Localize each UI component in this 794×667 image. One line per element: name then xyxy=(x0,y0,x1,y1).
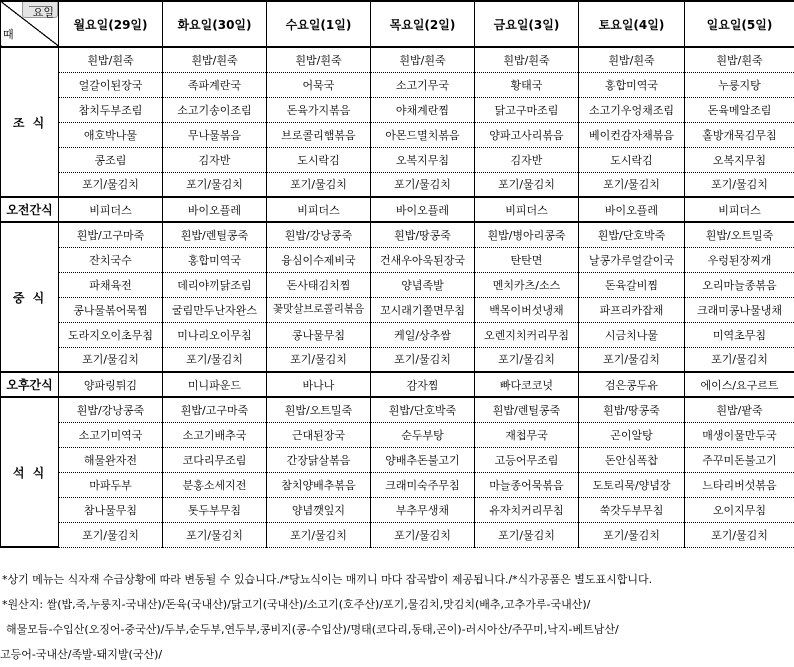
menu-item-cell: 양파고사리볶음 xyxy=(475,122,579,147)
menu-item-cell: 포기/물김치 xyxy=(371,347,475,372)
menu-item-cell: 흰밥/팥죽 xyxy=(685,397,794,422)
menu-item-cell: 흰밥/강낭콩죽 xyxy=(267,222,371,247)
menu-item-cell: 닭고구마조림 xyxy=(475,97,579,122)
day-axis-label: 요일 xyxy=(33,4,54,20)
menu-item-cell: 야채계란찜 xyxy=(371,97,475,122)
menu-item-cell: 포기/물김치 xyxy=(371,172,475,197)
menu-item-cell: 베이컨감자채볶음 xyxy=(579,122,685,147)
menu-item-cell: 근대된장국 xyxy=(267,422,371,447)
morning-snack-label: 오전간식 xyxy=(1,197,59,222)
lunch-label: 중 식 xyxy=(1,222,59,372)
menu-item-cell: 포기/물김치 xyxy=(267,347,371,372)
breakfast-row xyxy=(1,172,794,197)
lunch-row xyxy=(1,347,794,372)
menu-item-cell: 도라지오이초무침 xyxy=(59,322,163,347)
menu-item-cell: 흰밥/고구마죽 xyxy=(59,222,163,247)
day-header-sun: 일요일(5일) xyxy=(685,1,794,47)
day-header-sat: 토요일(4일) xyxy=(579,1,685,47)
snack-item-cell: 비피더스 xyxy=(475,197,579,222)
menu-item-cell: 포기/물김치 xyxy=(163,347,267,372)
morning-snack-section xyxy=(1,197,794,222)
snack-item-cell: 감자찜 xyxy=(371,372,475,397)
menu-item-cell: 포기/물김치 xyxy=(685,347,794,372)
menu-item-cell: 포기/물김치 xyxy=(59,522,163,547)
menu-item-cell: 포기/물김치 xyxy=(475,347,579,372)
menu-item-cell: 소고기미역국 xyxy=(59,422,163,447)
menu-item-cell: 흰밥/땅콩죽 xyxy=(579,397,685,422)
menu-item-cell: 흰밥/단호박죽 xyxy=(579,222,685,247)
menu-item-cell: 포기/물김치 xyxy=(685,172,794,197)
lunch-row xyxy=(1,222,794,247)
breakfast-row xyxy=(1,72,794,97)
snack-item-cell: 바이오플레 xyxy=(579,197,685,222)
menu-item-cell: 흰밥/단호박죽 xyxy=(371,397,475,422)
breakfast-label: 조 식 xyxy=(1,47,59,197)
menu-item-cell: 포기/물김치 xyxy=(475,172,579,197)
menu-item-cell: 도시락김 xyxy=(267,147,371,172)
menu-item-cell: 오이지무침 xyxy=(685,497,794,522)
menu-item-cell: 애호박나물 xyxy=(59,122,163,147)
menu-item-cell: 흰밥/렌틸콩죽 xyxy=(475,397,579,422)
meal-axis-label: 때 xyxy=(3,26,14,42)
menu-item-cell: 건새우아욱된장국 xyxy=(371,247,475,272)
menu-item-cell: 매생이물만두국 xyxy=(685,422,794,447)
menu-item-cell: 콩조림 xyxy=(59,147,163,172)
menu-item-cell: 주꾸미돈불고기 xyxy=(685,447,794,472)
menu-item-cell: 흰밥/렌틸콩죽 xyxy=(163,222,267,247)
menu-item-cell: 흰밥/강낭콩죽 xyxy=(59,397,163,422)
morning-snack-row xyxy=(1,197,794,222)
menu-item-cell: 오리마늘종볶음 xyxy=(685,272,794,297)
menu-item-cell: 오복지무침 xyxy=(685,147,794,172)
dinner-row xyxy=(1,397,794,422)
snack-item-cell: 바이오플레 xyxy=(163,197,267,222)
menu-item-cell: 미나리오이무침 xyxy=(163,322,267,347)
dinner-row xyxy=(1,472,794,497)
menu-item-cell: 도시락김 xyxy=(579,147,685,172)
menu-item-cell: 융심이수제비국 xyxy=(267,247,371,272)
snack-item-cell: 양파링튀김 xyxy=(59,372,163,397)
menu-item-cell: 오복지무침 xyxy=(371,147,475,172)
menu-item-cell: 양념족발 xyxy=(371,272,475,297)
menu-item-cell: 포기/물김치 xyxy=(267,172,371,197)
menu-item-cell: 굴림만두난자완스 xyxy=(163,297,267,322)
menu-item-cell: 흰밥/흰죽 xyxy=(475,47,579,72)
lunch-row xyxy=(1,247,794,272)
menu-item-cell: 소고기우엉채조림 xyxy=(579,97,685,122)
menu-item-cell: 흰밥/흰죽 xyxy=(371,47,475,72)
menu-item-cell: 우렁된장찌개 xyxy=(685,247,794,272)
origin-note-line-2: 해물모듬-수입산(오징어-중국산)/두부,순두부,연두부,콩비지(콩-수입산)/명태(코다리,동태,곤이)-러시아산/주꾸미,낙지-베트남산/ xyxy=(0,617,794,642)
lunch-row xyxy=(1,272,794,297)
breakfast-section xyxy=(1,47,794,197)
dinner-row xyxy=(1,422,794,447)
menu-item-cell: 꼬시래기쫄면무침 xyxy=(371,297,475,322)
menu-item-cell: 양념깻잎지 xyxy=(267,497,371,522)
menu-item-cell: 크래미숙주무침 xyxy=(371,472,475,497)
day-header-fri: 금요일(3일) xyxy=(475,1,579,47)
menu-item-cell: 포기/물김치 xyxy=(685,522,794,547)
corner-header-cell xyxy=(1,1,59,47)
dinner-row xyxy=(1,497,794,522)
menu-item-cell: 파채육전 xyxy=(59,272,163,297)
menu-item-cell: 돈사태김치찜 xyxy=(267,272,371,297)
menu-item-cell: 부추무생채 xyxy=(371,497,475,522)
snack-item-cell: 미니파운드 xyxy=(163,372,267,397)
dinner-label: 석 식 xyxy=(1,397,59,547)
menu-item-cell: 족파계란국 xyxy=(163,72,267,97)
menu-item-cell: 마파두부 xyxy=(59,472,163,497)
menu-item-cell: 케일/상추쌈 xyxy=(371,322,475,347)
menu-item-cell: 흰밥/흰죽 xyxy=(685,47,794,72)
menu-item-cell: 고등어무조림 xyxy=(475,447,579,472)
menu-item-cell: 데리야끼닭조림 xyxy=(163,272,267,297)
menu-item-cell: 해물완자전 xyxy=(59,447,163,472)
menu-item-cell: 흰밥/고구마죽 xyxy=(163,397,267,422)
menu-item-cell: 포기/물김치 xyxy=(59,172,163,197)
menu-item-cell: 소고기무국 xyxy=(371,72,475,97)
notes-section xyxy=(0,567,794,667)
menu-item-cell: 포기/물김치 xyxy=(59,347,163,372)
menu-item-cell: 코다리무조림 xyxy=(163,447,267,472)
menu-item-cell: 흰밥/흰죽 xyxy=(163,47,267,72)
dinner-row xyxy=(1,447,794,472)
menu-item-cell: 무나물볶음 xyxy=(163,122,267,147)
menu-item-cell: 아몬드멸치볶음 xyxy=(371,122,475,147)
menu-item-cell: 멘치카츠/소스 xyxy=(475,272,579,297)
menu-item-cell: 간장닭살볶음 xyxy=(267,447,371,472)
menu-item-cell: 포기/물김치 xyxy=(163,522,267,547)
menu-item-cell: 소고기배추국 xyxy=(163,422,267,447)
snack-item-cell: 검은콩두유 xyxy=(579,372,685,397)
menu-item-cell: 김자반 xyxy=(163,147,267,172)
menu-item-cell: 참나물무침 xyxy=(59,497,163,522)
day-header-thu: 목요일(2일) xyxy=(371,1,475,47)
menu-item-cell: 포기/물김치 xyxy=(579,522,685,547)
menu-item-cell: 곤이알탕 xyxy=(579,422,685,447)
menu-item-cell: 돈육가지볶음 xyxy=(267,97,371,122)
day-header-wed: 수요일(1일) xyxy=(267,1,371,47)
menu-item-cell: 날콩가루얼갈이국 xyxy=(579,247,685,272)
menu-item-cell: 김자반 xyxy=(475,147,579,172)
menu-item-cell: 마늘종어묵볶음 xyxy=(475,472,579,497)
breakfast-row xyxy=(1,97,794,122)
menu-item-cell: 참치두부조림 xyxy=(59,97,163,122)
dinner-section xyxy=(1,397,794,547)
breakfast-row xyxy=(1,147,794,172)
menu-item-cell: 오렌지치커리무침 xyxy=(475,322,579,347)
menu-item-cell: 흰밥/땅콩죽 xyxy=(371,222,475,247)
snack-item-cell: 에이스/요구르트 xyxy=(685,372,794,397)
menu-item-cell: 흰밥/흰죽 xyxy=(579,47,685,72)
afternoon-snack-label: 오후간식 xyxy=(1,372,59,397)
menu-item-cell: 크래미콩나물냉채 xyxy=(685,297,794,322)
menu-item-cell: 쑥갓두부무침 xyxy=(579,497,685,522)
snack-item-cell: 바이오플레 xyxy=(371,197,475,222)
menu-item-cell: 시금치나물 xyxy=(579,322,685,347)
menu-item-cell: 분홍소세지전 xyxy=(163,472,267,497)
menu-item-cell: 재첩무국 xyxy=(475,422,579,447)
snack-item-cell: 비피더스 xyxy=(267,197,371,222)
menu-item-cell: 포기/물김치 xyxy=(579,172,685,197)
menu-item-cell: 황태국 xyxy=(475,72,579,97)
day-header-mon: 월요일(29일) xyxy=(59,1,163,47)
lunch-row xyxy=(1,297,794,322)
menu-item-cell: 미역초무침 xyxy=(685,322,794,347)
breakfast-row xyxy=(1,122,794,147)
menu-item-cell: 양배추돈불고기 xyxy=(371,447,475,472)
menu-item-cell: 콩나물볶어묵찜 xyxy=(59,297,163,322)
menu-item-cell: 파프리카잡채 xyxy=(579,297,685,322)
menu-item-cell: 느타리버섯볶음 xyxy=(685,472,794,497)
menu-item-cell: 콩나물무침 xyxy=(267,322,371,347)
menu-item-cell: 포기/물김치 xyxy=(267,522,371,547)
origin-note-line-1: *원산지: 쌀(밥,죽,누룽지-국내산)/돈육(국내산)/닭고기(국내산)/소고기(호주산)/포기,물김치,맛김치(배추,고추가루-국내산)/ xyxy=(0,592,794,617)
menu-item-cell: 얼갈이된장국 xyxy=(59,72,163,97)
menu-item-cell: 홍합미역국 xyxy=(579,72,685,97)
menu-item-cell: 홍합미역국 xyxy=(163,247,267,272)
lunch-section xyxy=(1,222,794,372)
menu-item-cell: 흰밥/오트밀죽 xyxy=(267,397,371,422)
menu-item-cell: 참치양배추볶음 xyxy=(267,472,371,497)
menu-item-cell: 돈육갈비찜 xyxy=(579,272,685,297)
day-header-tue: 화요일(30일) xyxy=(163,1,267,47)
origin-note-line-3: 고등어-국내산/족발-돼지발(국산)/ xyxy=(0,642,794,667)
menu-item-cell: 톳두부무침 xyxy=(163,497,267,522)
menu-item-cell: 유자치커리무침 xyxy=(475,497,579,522)
menu-item-cell: 도토리묵/양념장 xyxy=(579,472,685,497)
menu-item-cell: 흰밥/오트밀죽 xyxy=(685,222,794,247)
menu-item-cell: 누룽지탕 xyxy=(685,72,794,97)
menu-item-cell: 포기/물김치 xyxy=(163,172,267,197)
snack-item-cell: 바나나 xyxy=(267,372,371,397)
menu-change-note: *상기 메뉴는 식자재 수급상황에 따라 변동될 수 있습니다./*당뇨식이는 매끼니 마다 잡곡밥이 제공됩니다./*식가공품은 별도표시합니다. xyxy=(0,567,794,592)
menu-item-cell: 포기/물김치 xyxy=(579,347,685,372)
menu-item-cell: 돈안심폭찹 xyxy=(579,447,685,472)
menu-item-cell: 순두부탕 xyxy=(371,422,475,447)
menu-item-cell: 백목이버섯냉채 xyxy=(475,297,579,322)
afternoon-snack-section xyxy=(1,372,794,397)
menu-item-cell: 흰밥/병아리콩죽 xyxy=(475,222,579,247)
menu-item-cell: 소고기송이조림 xyxy=(163,97,267,122)
menu-item-cell: 돈육메알조림 xyxy=(685,97,794,122)
menu-item-cell: 홀방개묵김무침 xyxy=(685,122,794,147)
menu-item-cell: 브로콜리햄볶음 xyxy=(267,122,371,147)
menu-item-cell: 포기/물김치 xyxy=(371,522,475,547)
lunch-row xyxy=(1,322,794,347)
header-row xyxy=(1,1,794,47)
menu-item-cell: 잔치국수 xyxy=(59,247,163,272)
menu-item-cell: 탄탄면 xyxy=(475,247,579,272)
menu-item-cell: 흰밥/흰죽 xyxy=(267,47,371,72)
breakfast-row xyxy=(1,47,794,72)
snack-item-cell: 비피더스 xyxy=(59,197,163,222)
dinner-row xyxy=(1,522,794,547)
menu-item-cell: 흰밥/흰죽 xyxy=(59,47,163,72)
afternoon-snack-row xyxy=(1,372,794,397)
menu-item-cell: 꽃맛살브로콜리볶음 xyxy=(267,297,371,322)
menu-item-cell: 어묵국 xyxy=(267,72,371,97)
snack-item-cell: 빠다코코넛 xyxy=(475,372,579,397)
menu-item-cell: 포기/물김치 xyxy=(475,522,579,547)
snack-item-cell: 비피더스 xyxy=(685,197,794,222)
